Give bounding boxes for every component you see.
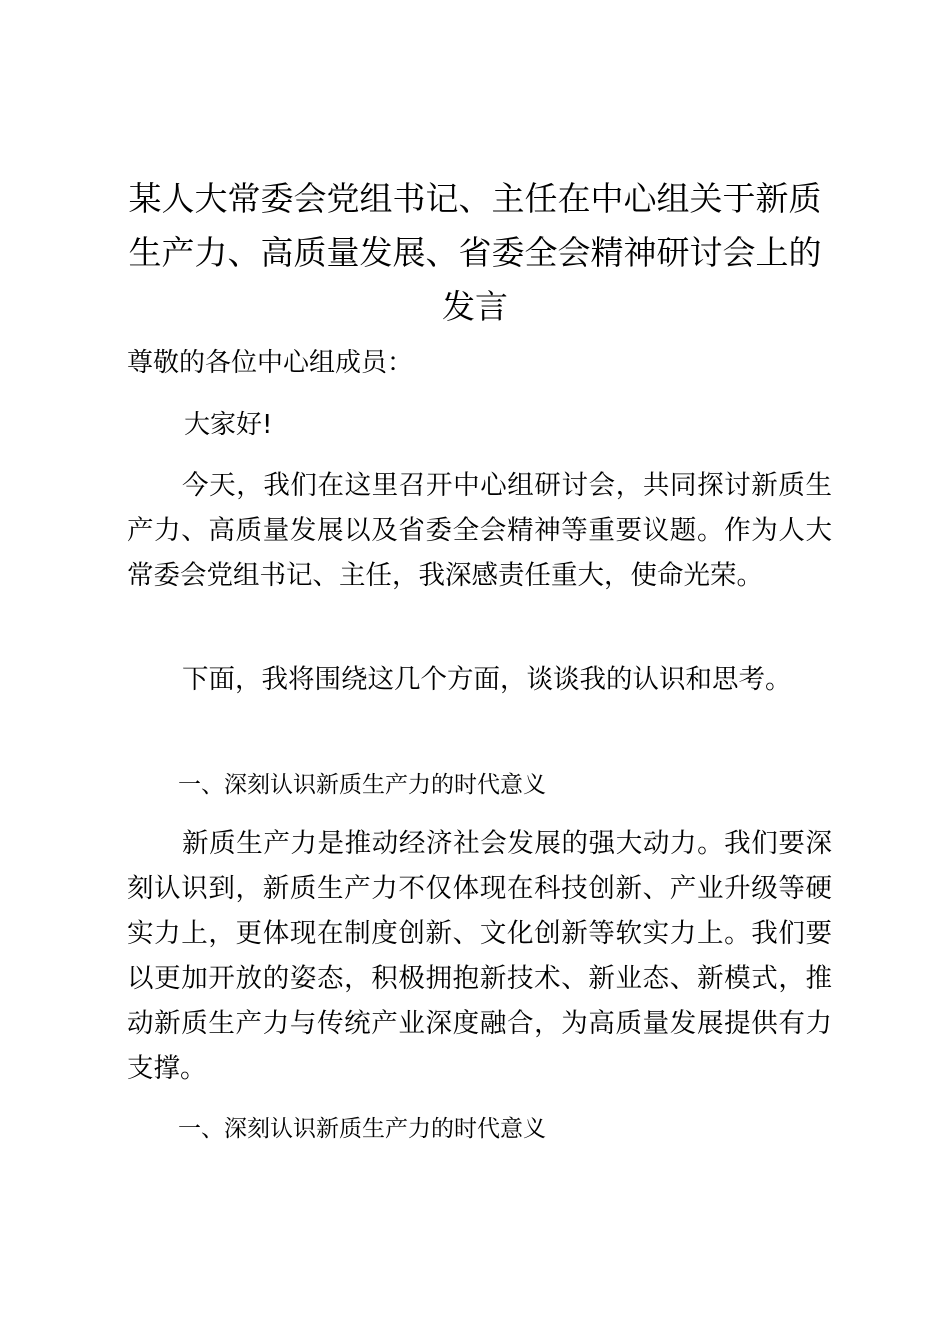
- salutation: 尊敬的各位中心组成员：: [127, 348, 414, 378]
- section-heading: 一、深刻认识新质生产力的时代意义: [178, 772, 546, 798]
- greeting: 大家好!: [184, 410, 273, 440]
- paragraph-intro: 下面，我将围绕这几个方面，谈谈我的认识和思考。: [182, 664, 792, 695]
- paragraph-section: 新质生产力是推动经济社会发展的强大动力。我们要深刻认识到，新质生产力不仅体现在科技创新、产业升级等硬实力上，更体现在制度创新、文化创新等软实力上。我们要以更加开放的姿态，积极拥抱新技术、新业态、新模式，推动新质生产力与传统产业深度融合，为高质量发展提供有力支撑。: [127, 828, 832, 1084]
- document-title: 某人大常委会党组书记、主任在中心组关于新质生产力、高质量发展、省委全会精神研讨会上的发言: [128, 179, 822, 326]
- section-heading-repeat: 一、深刻认识新质生产力的时代意义: [178, 1116, 546, 1142]
- paragraph-opening: 今天，我们在这里召开中心组研讨会，共同探讨新质生产力、高质量发展以及省委全会精神等重要议题。作为人大常委会党组书记、主任，我深感责任重大，使命光荣。: [127, 470, 832, 591]
